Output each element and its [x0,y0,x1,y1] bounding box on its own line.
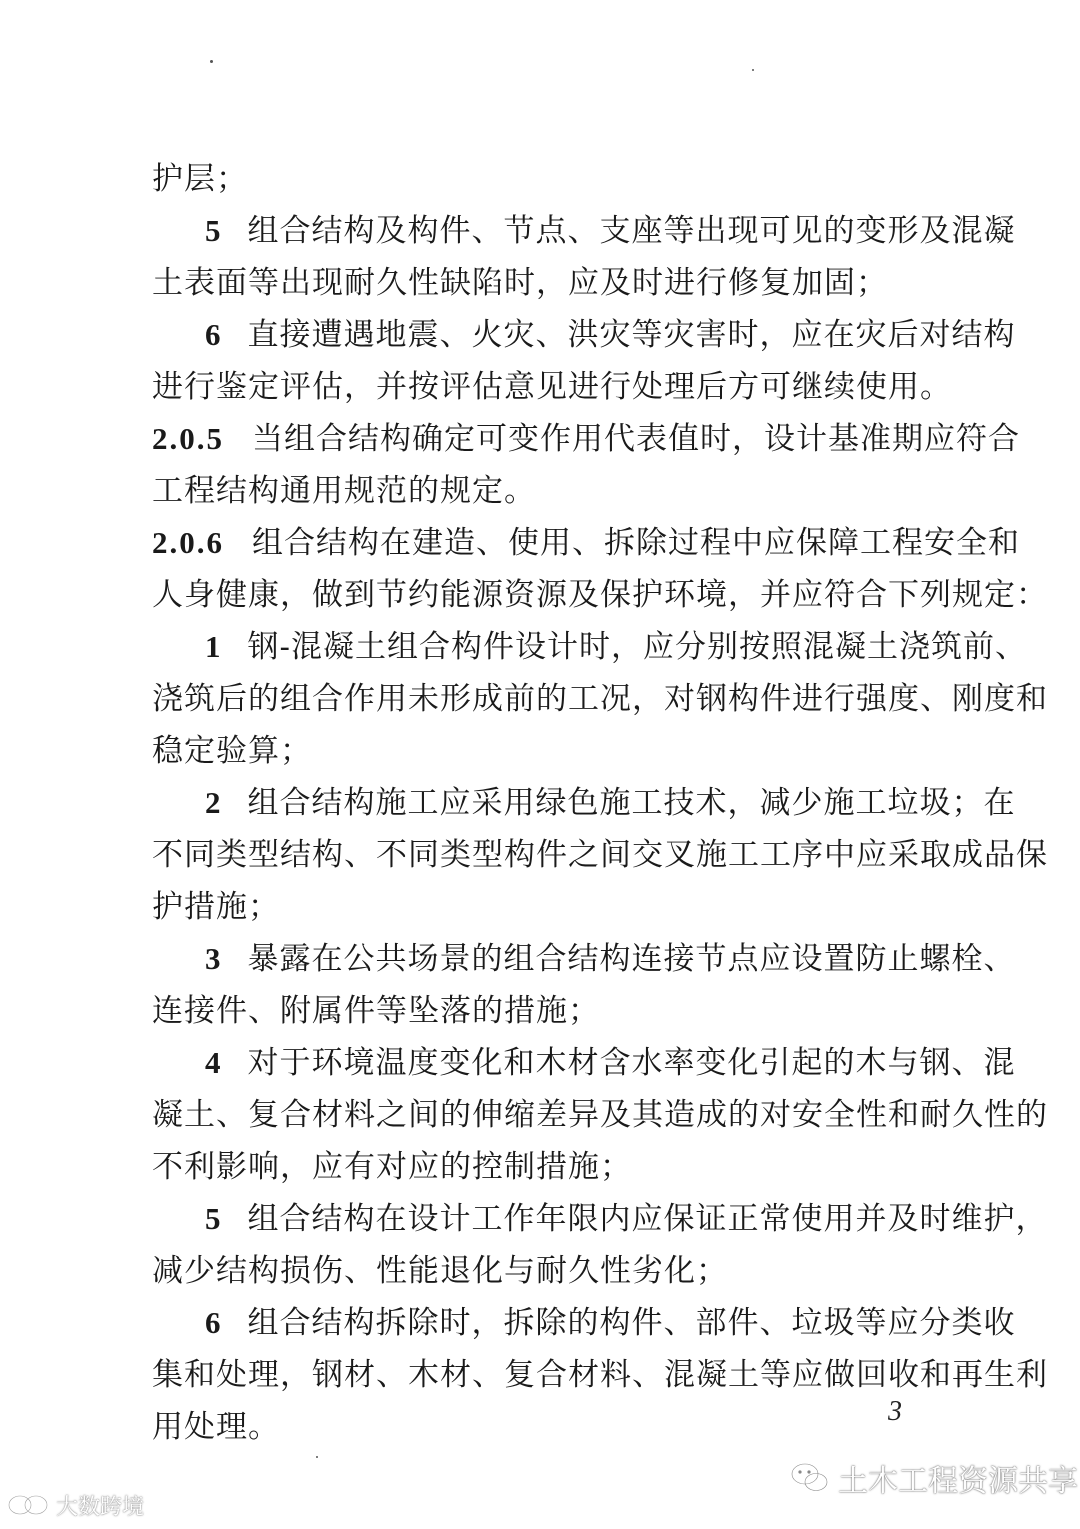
text-line [152,1089,1048,1141]
line-text: 浇筑后的组合作用未形成前的工况，对钢构件进行强度、刚度和 [152,681,1048,717]
text-line [152,881,932,933]
clause-number: 2.0.5 [152,421,224,456]
item-number: 1 [205,629,222,664]
text-line [152,985,932,1037]
text-line [152,673,1048,725]
text-line [152,777,1016,829]
line-text: 人身健康，做到节约能源资源及保护环境，并应符合下列规定： [152,577,1048,613]
text-line [152,1245,932,1297]
line-text: 组合结构拆除时，拆除的构件、部件、垃圾等应分类收 [247,1305,1016,1341]
watermark-left [6,1490,144,1521]
text-line [152,1349,1048,1401]
text-line [152,205,1016,257]
line-text: 组合结构施工应采用绿色施工技术，减少施工垃圾；在 [247,785,1016,821]
line-text: 凝土、复合材料之间的伸缩差异及其造成的对安全性和耐久性的 [152,1097,1048,1133]
item-number: 3 [205,941,222,976]
line-text: 直接遭遇地震、火灾、洪灾等灾害时，应在灾后对结构 [247,317,1016,353]
line-text: 组合结构及构件、节点、支座等出现可见的变形及混凝 [247,213,1016,249]
text-line [152,257,932,309]
watermark-left-text: 大数跨境 [56,1495,145,1520]
text-line [152,309,1016,361]
scan-speck [316,1456,318,1458]
line-text: 护层； [152,161,248,197]
clause-number: 2.0.6 [152,525,224,560]
line-text: 对于环境温度变化和木材含水率变化引起的木与钢、混 [247,1045,1016,1081]
text-line [152,621,1027,673]
line-text: 不同类型结构、不同类型构件之间交叉施工工序中应采取成品保 [152,837,1048,873]
line-text: 连接件、附属件等坠落的措施； [152,993,600,1029]
item-number: 4 [205,1045,222,1080]
text-line [152,1401,932,1453]
line-text: 工程结构通用规范的规定。 [152,473,536,509]
text-line [152,569,1048,621]
item-number: 6 [205,1305,222,1340]
watermark-right [790,1456,1078,1500]
item-number: 2 [205,785,222,820]
line-text: 暴露在公共场景的组合结构连接节点应设置防止螺栓、 [247,941,1016,977]
text-line [152,517,1020,569]
document-body [152,153,1048,1453]
line-text: 土表面等出现耐久性缺陷时，应及时进行修复加固； [152,265,888,301]
text-line [152,413,1020,465]
text-line [152,933,1016,985]
text-line [152,465,932,517]
line-text: 组合结构在建造、使用、拆除过程中应保障工程安全和 [252,525,1020,561]
text-line [152,1037,1016,1089]
line-text: 集和处理，钢材、木材、复合材料、混凝土等应做回收和再生利 [152,1357,1048,1393]
text-line [152,361,952,413]
wechat-icon [790,1461,830,1495]
text-line [152,1297,1016,1349]
item-number: 5 [205,1201,222,1236]
text-line [152,1193,1048,1245]
line-text: 当组合结构确定可变作用代表值时，设计基准期应符合 [252,421,1020,457]
text-line [152,1141,932,1193]
text-line [152,829,1048,881]
item-number: 6 [205,317,222,352]
text-line [152,725,932,777]
scan-speck [752,69,754,71]
line-text: 减少结构损伤、性能退化与耐久性劣化； [152,1253,728,1289]
watermark-right-text: 土木工程资源共享 [838,1464,1078,1499]
line-text: 组合结构在设计工作年限内应保证正常使用并及时维护， [247,1201,1048,1237]
speech-bubble-logo-icon [6,1491,50,1521]
page-number: 3 [888,1396,902,1427]
line-text: 钢-混凝土组合构件设计时，应分别按照混凝土浇筑前、 [247,629,1027,665]
line-text: 进行鉴定评估，并按评估意见进行处理后方可继续使用。 [152,369,952,405]
line-text: 不利影响，应有对应的控制措施； [152,1149,632,1185]
line-text: 用处理。 [152,1409,280,1445]
item-number: 5 [205,213,222,248]
line-text: 稳定验算； [152,733,312,769]
text-line [152,153,932,205]
scan-speck [210,60,213,63]
line-text: 护措施； [152,889,280,925]
